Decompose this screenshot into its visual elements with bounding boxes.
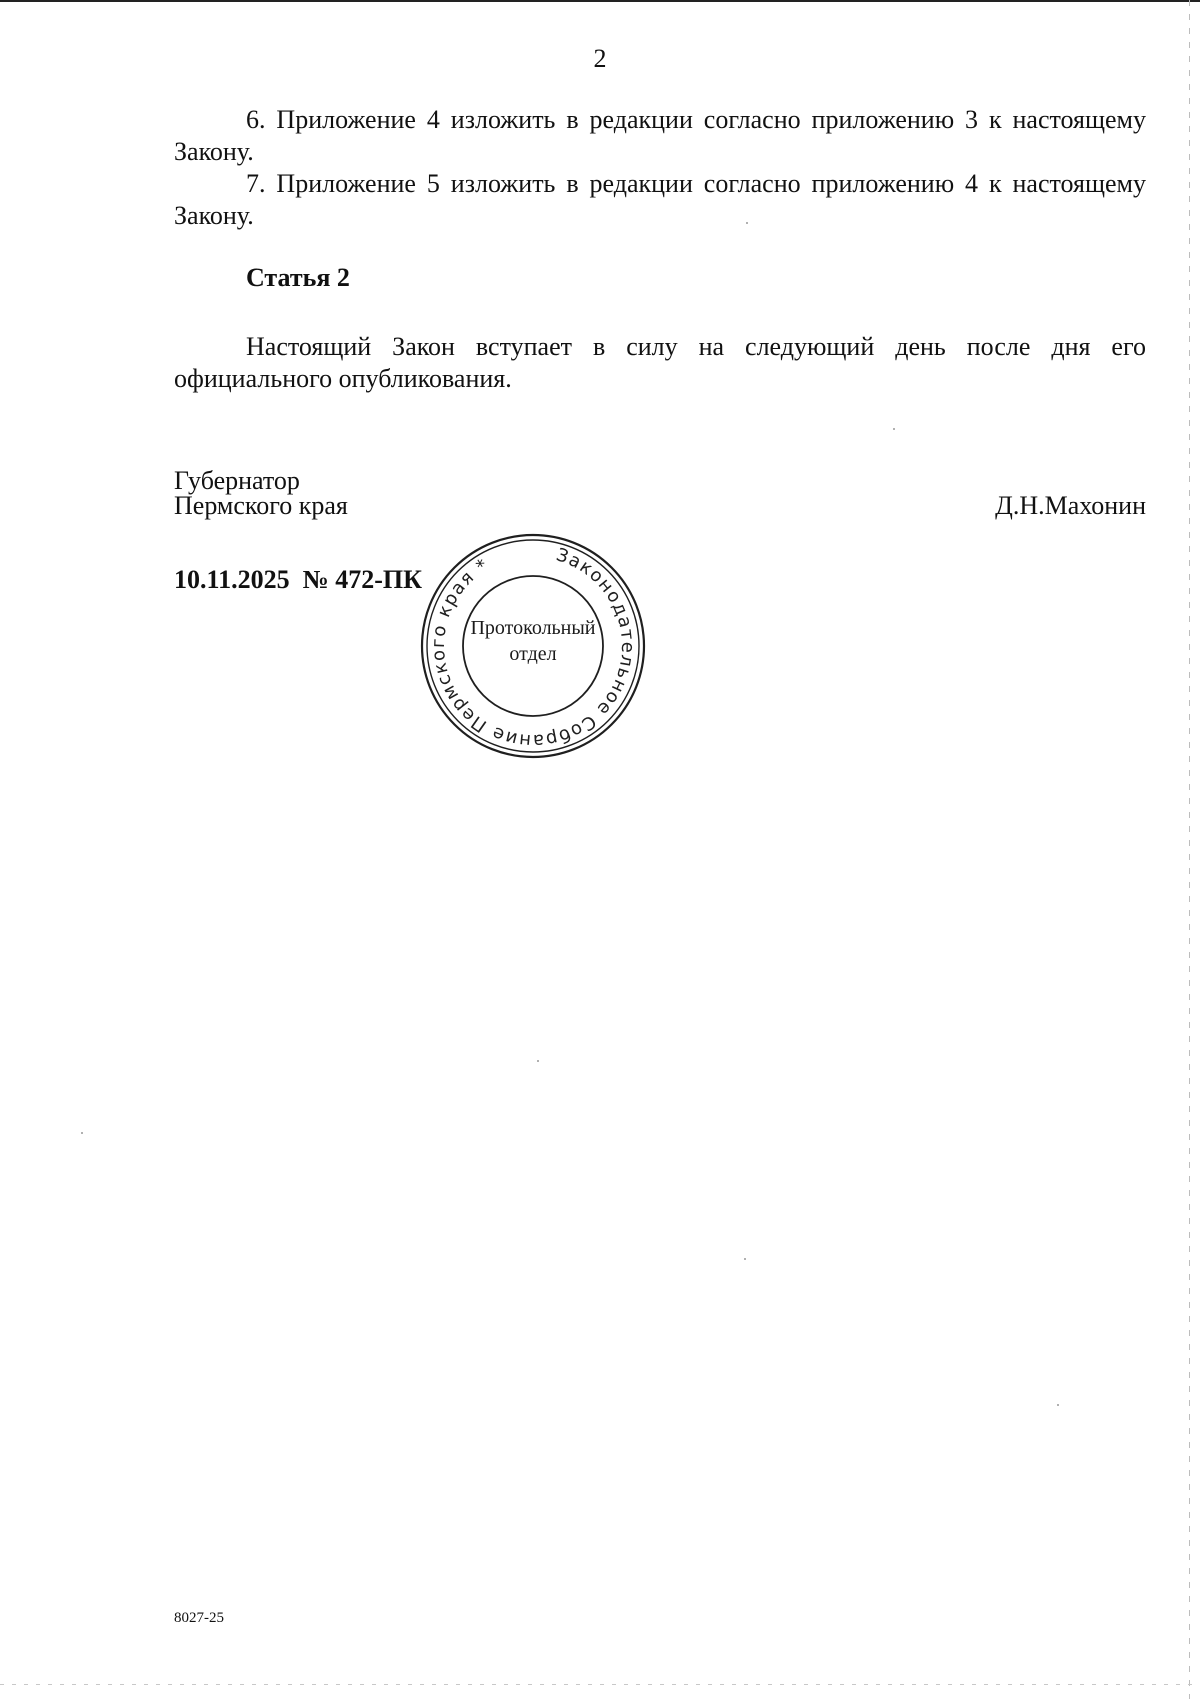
scan-speck: [746, 222, 748, 224]
signatory-name: Д.Н.Махонин: [995, 491, 1146, 520]
scan-speck: [537, 1060, 539, 1062]
stamp-center-line1: Протокольный: [470, 617, 596, 639]
paragraph-text: Настоящий Закон вступает в силу на следующий день после дня его официального опубликования.: [174, 332, 1146, 393]
scan-edge-right: [1189, 0, 1190, 1699]
scan-speck: [744, 1258, 746, 1260]
stamp-center-text: [418, 615, 648, 667]
law-date-number: 10.11.2025 № 472-ПК: [174, 565, 422, 594]
signatory-position-line1: Губернатор: [174, 466, 300, 495]
amendment-item-7: [174, 168, 1146, 232]
scan-speck: [1057, 1404, 1059, 1406]
scan-edge-bottom: [0, 1684, 1200, 1685]
official-stamp: [418, 531, 648, 761]
scan-speck: [893, 428, 895, 430]
stamp-center-line2: отдел: [509, 643, 557, 665]
article-title: Статья 2: [246, 263, 350, 292]
scan-speck: [81, 1132, 83, 1134]
document-code: 8027-25: [174, 1610, 224, 1626]
signatory-position: [174, 468, 348, 518]
signatory-position-line2: Пермского края: [174, 491, 348, 520]
paragraph-text: 6. Приложение 4 изложить в редакции согласно приложению 3 к настоящему Закону.: [174, 105, 1146, 166]
stamp-ring-text-path: Законодательное Собрание Пермского края *: [427, 544, 639, 752]
scan-edge-top: [0, 0, 1200, 2]
amendment-item-6: [174, 104, 1146, 168]
page-number: 2: [593, 44, 607, 73]
paragraph-text: 7. Приложение 5 изложить в редакции согласно приложению 4 к настоящему Закону.: [174, 169, 1146, 230]
article-2-text: [174, 331, 1146, 395]
